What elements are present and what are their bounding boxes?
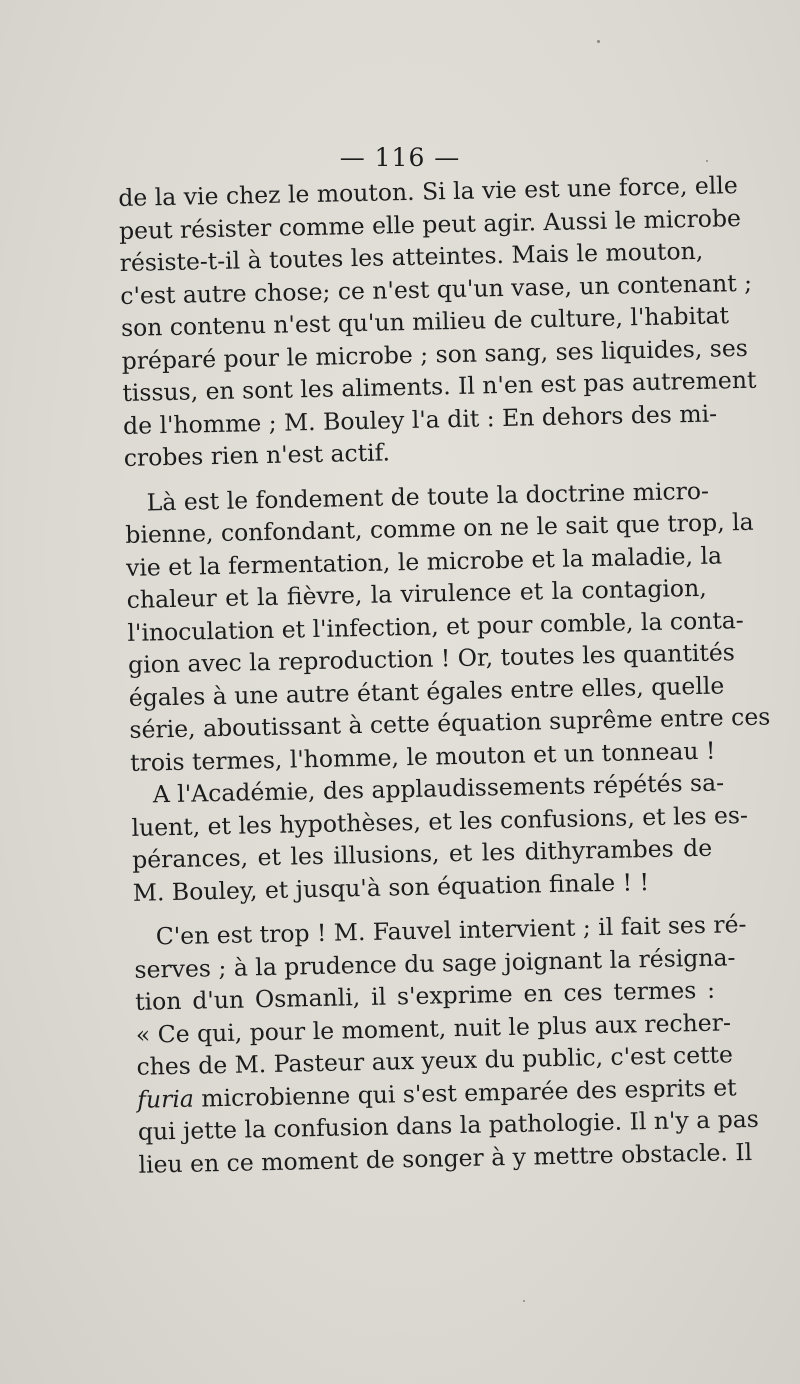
paragraph-2	[124, 474, 771, 779]
text-line: trois termes, l'homme, le mouton et un tonneau !	[129, 736, 716, 777]
italic-word: furia	[136, 1084, 195, 1114]
text-line: serves ; à la prudence du sage joignant la résigna-	[134, 942, 736, 984]
paper-speck	[523, 1300, 525, 1302]
text-line: c'est autre chose; ce n'est qu'un vase, un contenant ;	[120, 268, 753, 310]
text-line: résiste-t-il à toutes les atteintes. Mais le mouton,	[119, 236, 704, 277]
text-line: crobes rien n'est actif.	[123, 438, 391, 472]
paragraph-1	[118, 170, 757, 475]
text-line: lieu en ce moment de songer à y mettre obstacle. Il	[138, 1137, 753, 1179]
text-line: de l'homme ; M. Bouley l'a dit : En dehors des mi-	[122, 399, 718, 440]
text-line: égales à une autre étant égales entre elles, quelle	[128, 670, 725, 712]
paragraph-4	[133, 909, 760, 1181]
paper-speck	[597, 40, 600, 43]
text-line: pérances, et les illusions, et les dithyrambes de	[131, 833, 713, 874]
text-fragment: microbienne qui s'est emparée des esprits et	[193, 1072, 737, 1113]
text-line: ches de M. Pasteur aux yeux du public, c'est cette	[136, 1040, 734, 1081]
text-line: luent, et les hypothèses, et les confusions, et les es-	[131, 800, 749, 842]
text-line: gion avec la reproduction ! Or, toutes les quantités	[127, 638, 736, 679]
text-line: « Ce qui, pour le moment, nuit le plus aux recher-	[135, 1007, 732, 1049]
text-line: tion d'un Osmanli, il s'exprime en ces termes :	[134, 975, 716, 1016]
text-line: C'en est trop ! M. Fauvel intervient ; il fait ses ré-	[155, 910, 747, 951]
paragraph-3	[131, 767, 749, 909]
text-line: l'inoculation et l'infection, et pour comble, la conta-	[127, 605, 744, 647]
text-line: M. Bouley, et jusqu'à son équation finale ! !	[132, 867, 650, 907]
text-line: préparé pour le microbe ; son sang, ses liquides, ses	[121, 333, 749, 375]
text-line: de la vie chez le mouton. Si la vie est une force, elle	[118, 171, 738, 212]
text-line: peut résister comme elle peut agir. Aussi le microbe	[118, 203, 742, 245]
body-text	[118, 170, 771, 1181]
text-line: son contenu n'est qu'un milieu de culture, l'habitat	[120, 301, 730, 342]
text-line: qui jette la confusion dans la pathologie. Il n'y a pas	[137, 1104, 760, 1146]
text-line: bienne, confondant, comme on ne le sait que trop, la	[125, 507, 754, 549]
text-line: vie et la fermentation, le microbe et la maladie, la	[125, 540, 723, 582]
text-line: Là est le fondement de toute la doctrine micro-	[146, 476, 710, 516]
text-line: A l'Académie, des applaudissements répétés sa-	[152, 768, 725, 809]
text-line: tissus, en sont les aliments. Il n'en est pas autrement	[122, 365, 757, 407]
text-line: série, aboutissant à cette équation suprême entre ces	[129, 702, 771, 744]
text-line: chaleur et la fièvre, la virulence et la contagion,	[126, 573, 707, 614]
page-number: — 116 —	[339, 143, 461, 172]
paper-speck	[706, 160, 708, 162]
